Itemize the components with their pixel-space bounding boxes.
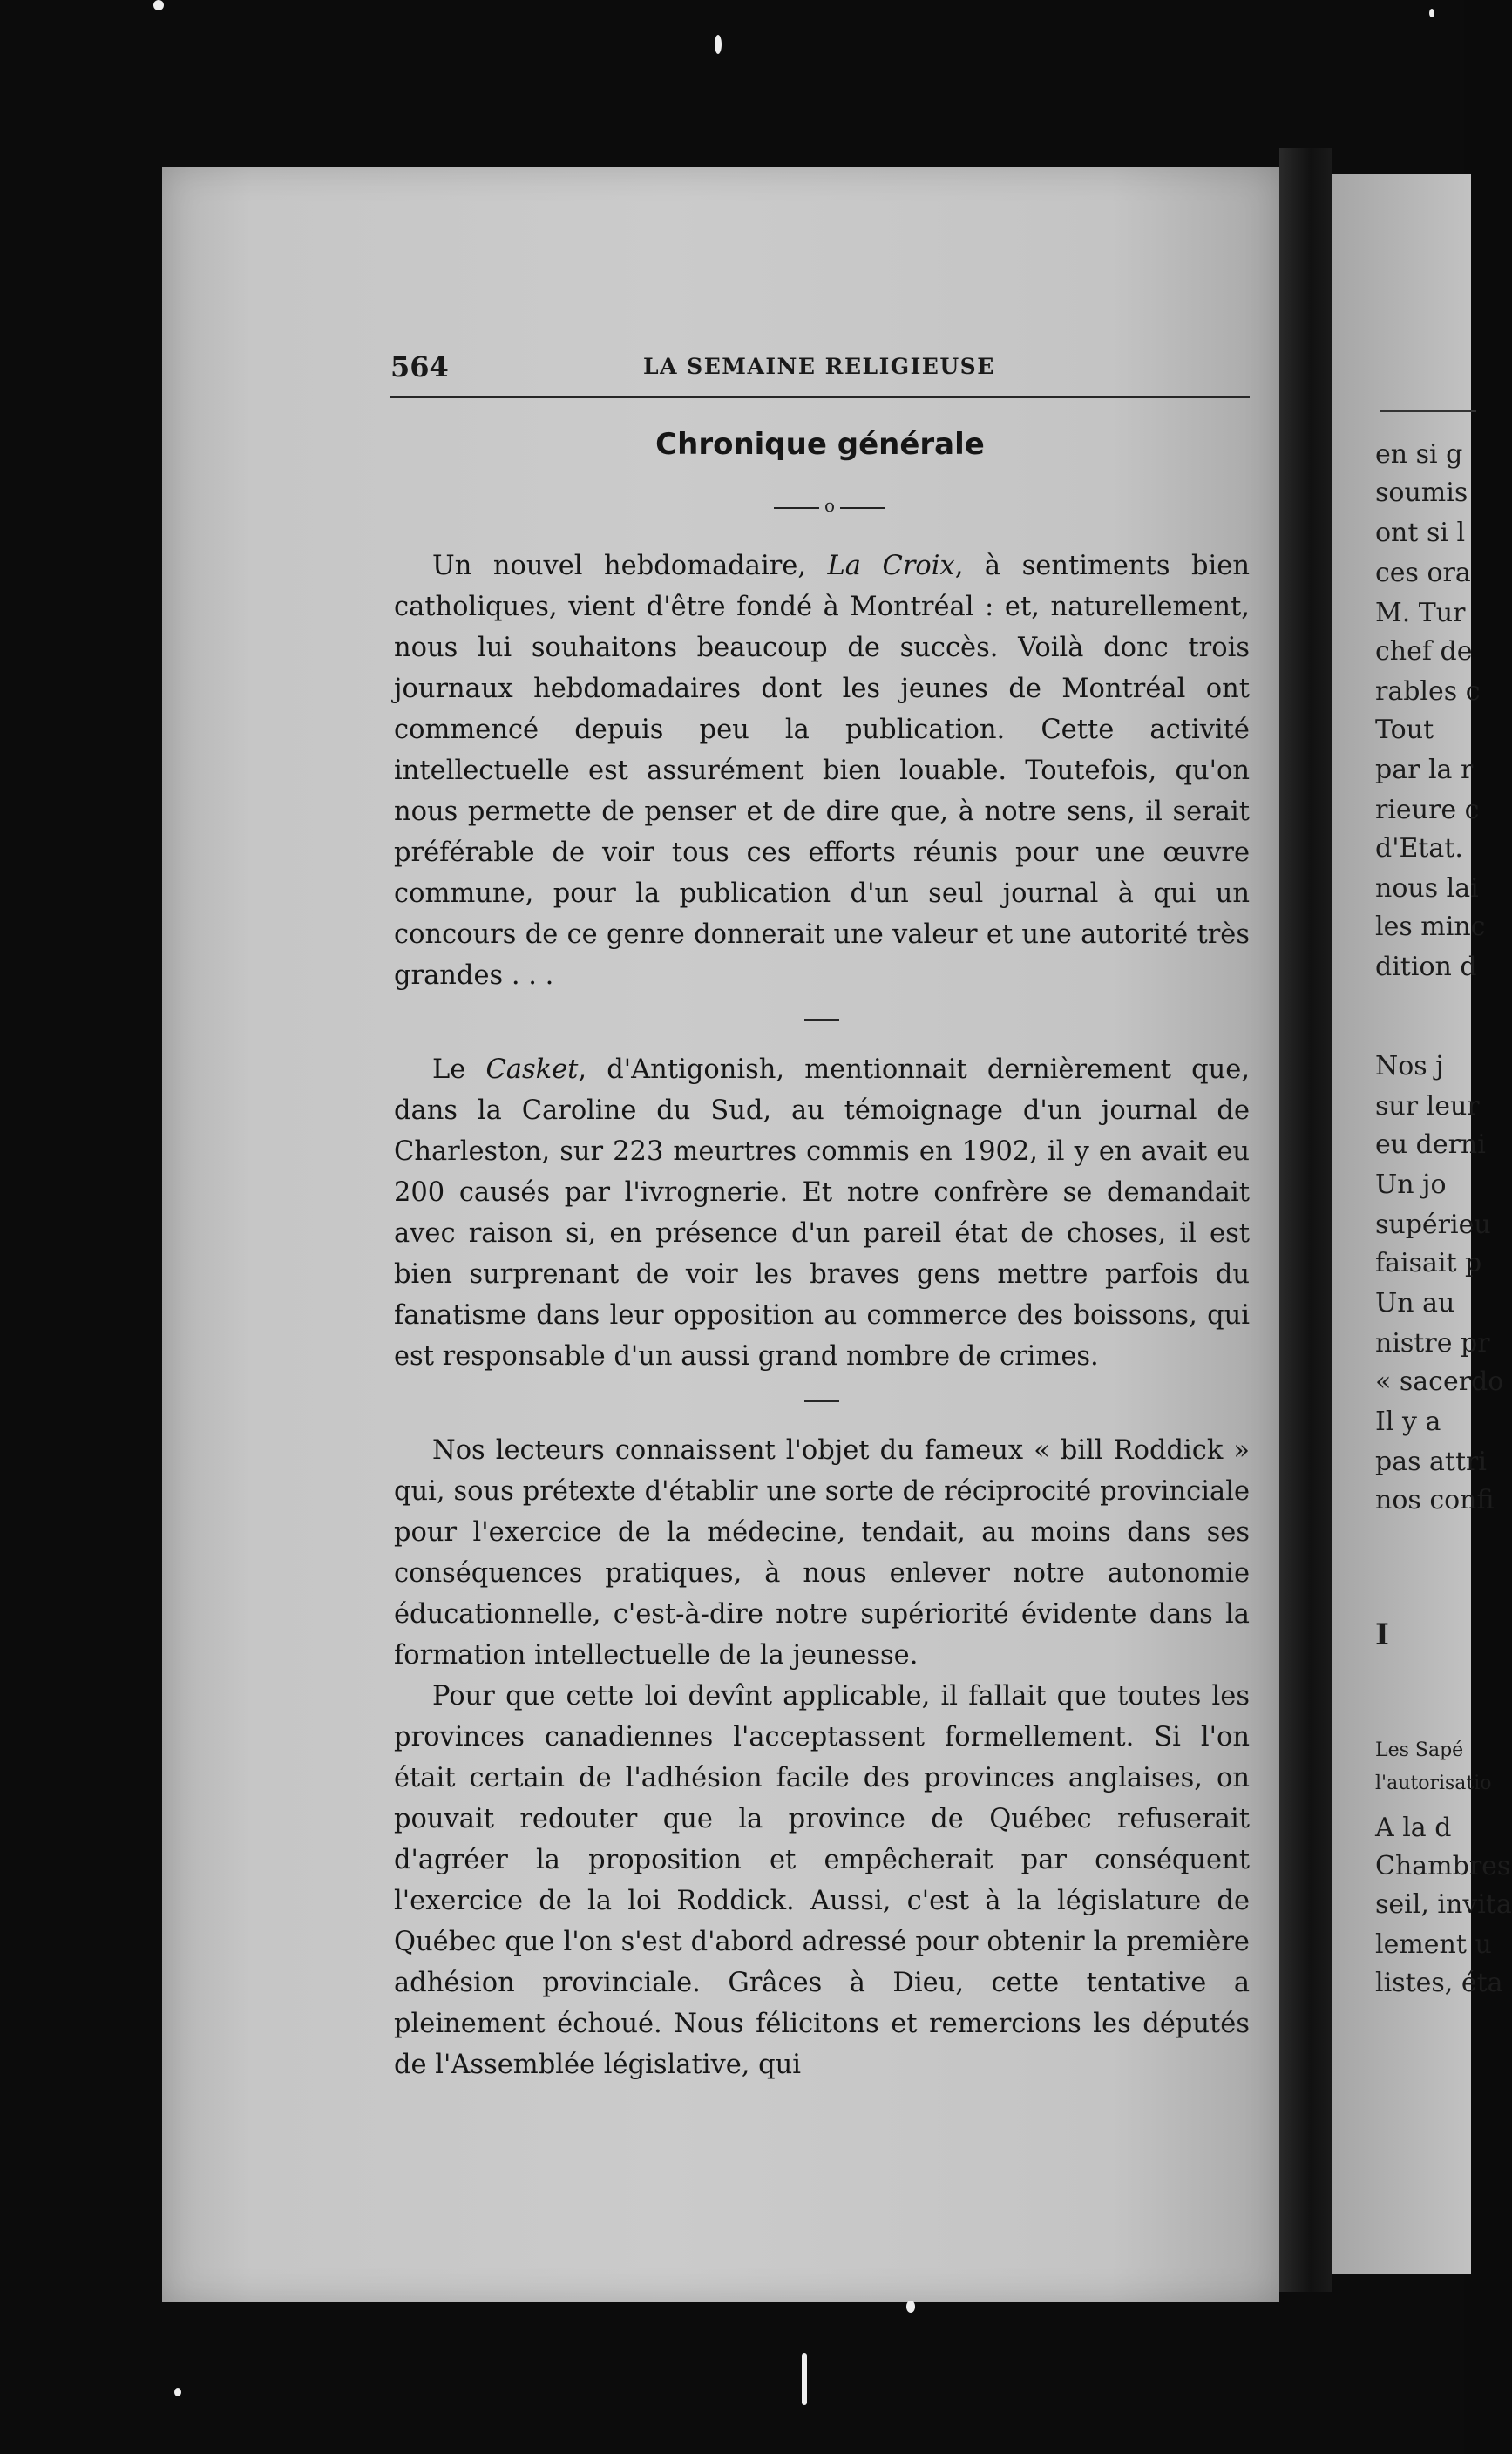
facing-page-fragment: les minc (1375, 912, 1486, 942)
scan-speck (802, 2353, 807, 2405)
ornament-line-right (840, 507, 885, 509)
facing-page-fragment: M. Tur (1375, 598, 1466, 628)
facing-page-head-rule (1380, 410, 1476, 412)
facing-page-fragment: Nos j (1375, 1051, 1444, 1081)
facing-page-fragment: listes, éta (1375, 1968, 1503, 1998)
facing-page-fragment: chef de (1375, 636, 1473, 667)
section-title: Chronique générale (655, 427, 985, 462)
facing-page-fragment: pas attri (1375, 1447, 1487, 1477)
facing-page-fragment: Un jo (1375, 1169, 1447, 1200)
paragraph-la-croix: Un nouvel hebdomadaire, La Croix, à sentiments bien catholiques, vient d'être fondé à Montréal : et, naturellement, nous lui souhaitons beaucoup de succès. Voilà donc trois journaux hebdomadaires dont les jeunes de Montréal ont commencé depuis peu la publication. Cette activité intellectuelle est assurément bien louable. Toutefois, qu'on nous permette de penser et de dire que, à notre sens, il serait préférable de voir tous ces efforts réunis pour une œuvre commune, pour la publication d'un seul journal à qui un concours de ce genre donnerait une valeur et une autorité très grandes . . . (394, 551, 1250, 991)
section-separator (804, 1019, 839, 1021)
facing-page-fragment: lement u (1375, 1929, 1492, 1960)
running-head (390, 350, 1253, 403)
facing-page-fragment: nous lai (1375, 873, 1479, 904)
article-body (394, 546, 1250, 2085)
header-rule (390, 396, 1250, 398)
facing-page-fragment: rieure c (1375, 795, 1480, 825)
book-gutter (1279, 148, 1332, 2292)
facing-page-fragment: A la d (1375, 1813, 1452, 1843)
facing-page-fragment: Il y a (1375, 1407, 1441, 1437)
facing-page-fragment: ont si l (1375, 518, 1466, 548)
journal-title: LA SEMAINE RELIGIEUSE (643, 354, 995, 379)
facing-page-fragment: sur leur (1375, 1091, 1480, 1122)
facing-page-fragment: nos confi (1375, 1485, 1495, 1515)
section-separator (804, 1400, 839, 1402)
facing-page-fragment: eu derni (1375, 1129, 1486, 1160)
title-ornament (774, 495, 885, 521)
scan-speck (174, 2388, 181, 2396)
facing-page-fragment: rables c (1375, 676, 1481, 707)
facing-page-fragment: par la r (1375, 755, 1474, 785)
facing-page-fragment: en si g (1375, 439, 1463, 470)
facing-page-edge (1332, 174, 1512, 2274)
scan-speck (1429, 9, 1434, 17)
ornament-circle: o (824, 495, 836, 516)
facing-page-fragment: Les Sapé (1375, 1739, 1464, 1761)
paragraph-casket: Le Casket, d'Antigonish, mentionnait dernièrement que, dans la Caroline du Sud, au témoignage d'un journal de Charleston, sur 223 meurtres commis en 1902, il y en avait eu 200 causés par l'ivrognerie. Et notre confrère se demandait avec raison si, en présence d'un pareil état de choses, il est bien surprenant de voir les braves gens mettre parfois du fanatisme dans leur opposition au commerce des boissons, qui est responsable d'un aussi grand nombre de crimes. (394, 1054, 1251, 1372)
facing-page-fragment: seil, invita (1375, 1889, 1512, 1920)
paragraph-bill-roddick: Nos lecteurs connaissent l'objet du fameux « bill Roddick » qui, sous prétexte d'établir une sorte de réciprocité provinciale pour l'exercice de la médecine, tendait, au moins dans ses conséquences pratiques, à nous enlever notre autonomie éducationnelle, c'est-à-dire notre supériorité évidente dans la formation intellectuelle de la jeunesse. (394, 1435, 1250, 1671)
facing-page-fragment: supérieu (1375, 1210, 1491, 1240)
scan-speck (153, 0, 164, 10)
facing-page-fragment: nistre pr (1375, 1328, 1490, 1359)
facing-page-fragment: Un au (1375, 1288, 1455, 1319)
facing-page-fragment: I (1375, 1617, 1389, 1652)
facing-page-fragment: ces ora (1375, 558, 1471, 588)
facing-page-fragment: Tout (1375, 715, 1434, 745)
ornament-line-left (774, 507, 819, 509)
facing-page-fragment: l'autorisatio (1375, 1773, 1492, 1794)
facing-page-fragment: « sacerdo (1375, 1366, 1504, 1397)
facing-page-fragment: soumis (1375, 478, 1468, 508)
facing-page-fragment: dition d (1375, 952, 1477, 982)
scan-speck (715, 35, 722, 54)
scan-speck (906, 2301, 915, 2313)
paragraph-loi-applicable: Pour que cette loi devînt applicable, il fallait que toutes les provinces canadiennes l'acceptassent formellement. Si l'on était certain de l'adhésion facile des provinces anglaises, on pouvait redouter que la province de Québec refuserait d'agréer la proposition et empêcherait par conséquent l'exercice de la loi Roddick. Aussi, c'est à la législature de Québec que l'on s'est d'abord adressé pour obtenir la première adhésion provinciale. Grâces à Dieu, cette tentative a pleinement échoué. Nous félicitons et remercions les députés de l'Assemblée législative, qui (394, 1681, 1250, 2080)
facing-page-fragment: d'Etat. (1375, 833, 1463, 864)
page-number: 564 (390, 350, 449, 383)
facing-page-fragment: faisait p (1375, 1248, 1482, 1278)
facing-page-fragment: Chambres (1375, 1851, 1511, 1881)
